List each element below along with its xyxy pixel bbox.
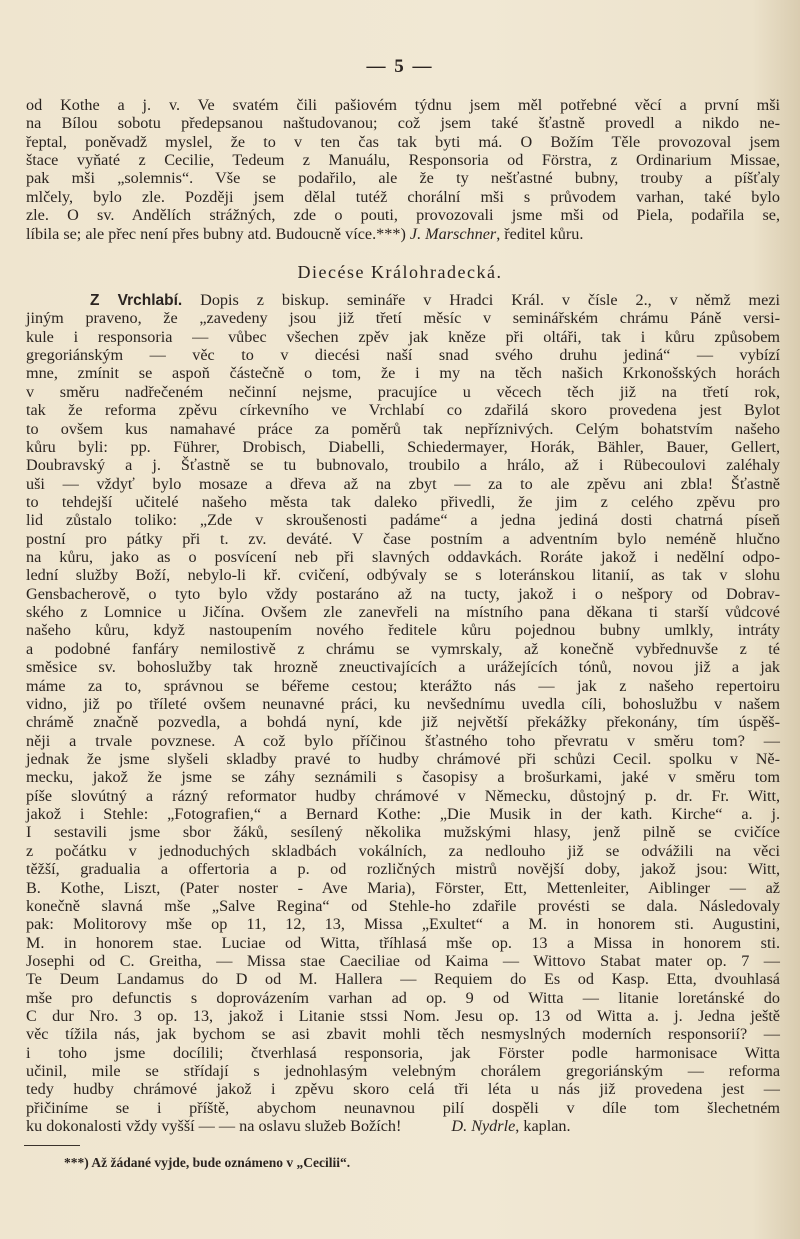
text-line: mecku, jakož že jsme se záhy seznámili s časopisy a brošurkami, jaké v směru tom [26, 768, 780, 787]
text-line: z počátku v jednoduchých skladbách vokálních, za nedlouho již se odvážili na věci [26, 841, 780, 860]
text: líbila se; ale přec není přes bubny atd. Budoucně více.***) [26, 224, 406, 243]
text-line: od Kothe a j. v. Ve svatém čili pašiovém týdnu jsem měl potřebné věcí a první mši [26, 96, 780, 114]
text-line: něji a trvale povznese. A což bylo příčinou šťastného toho převratu v směru tom? — [26, 731, 780, 750]
footnote-divider [24, 1145, 80, 1146]
text-line: pak mši „solemnis“. Vše se podařilo, ale že ty nešťastné bubny, trouby a píšťaly [26, 169, 780, 188]
text-line: B. Kothe, Liszt, (Pater noster - Ave Maria), Förster, Ett, Mettenleiter, Aiblinger — až [26, 878, 780, 897]
text-line: mše pro defunctis s doprovázením varhan ad op. 9 od Witta — litanie loretánské do [26, 988, 780, 1007]
text-line: máme za to, správnou se béřeme cestou; kterážto nás — jak z našeho repertoiru [26, 676, 780, 695]
text-line: gregoriánským — věc to v diecési naší snad svého druhu jediná“ — vybízí [26, 346, 780, 365]
text-line: přičiníme se i příště, abychom neunavnou pilí dospěli v díle tom šlechetném [26, 1098, 780, 1117]
footnote: ***) Až žádané vyjde, bude oznámeno v „Cecilii“. [64, 1155, 351, 1170]
text-line: v směru nadřečeném nečinní nejsme, pracujíce u věcech těch již na třetí rok, [26, 382, 780, 401]
text-line: Doubravský a j. Šťastně se tu bubnovalo, troubilo a hrálo, až i Rübecoulovi zaléhaly [26, 456, 780, 475]
text-line: na kůru, jako as o posvícení neb při slavných oddavkách. Roráte jakož i nedělní odpo- [26, 548, 780, 567]
text-line: kule i responsoria — vůbec všechen zpěv jak kněze při oltáři, tak i kůru způsobem [26, 327, 780, 346]
text-line: těžší, gradualia a offertoria a p. od rozličných mistrů novější doby, jakož jsou: Witt, [26, 860, 780, 879]
text-line: mne, zmínit se aspoň částečně o tom, že i my na těch našich Krkonošských horách [26, 364, 780, 383]
text-line: lední služby Boží, nebylo-li kř. cvičení, odbývaly se s loteránskou litanií, as tak v slohu [26, 566, 780, 585]
text-line: lid zůstalo toliko: „Zde v skroušenosti padáme“ a jedna jediná dosti chatrná píseň [26, 511, 780, 530]
page-number: — 5 — [366, 56, 434, 77]
text-line: to ovšem kus namahavé práce za poměrů tak nepříznivých. Celým bohatstvím našeho [26, 419, 780, 438]
text-line: i toho jsme docílili; čtverhlasá responsoria, jak Förster podle harmonisace Witta [26, 1043, 780, 1062]
text-line: píše slovútný a rázný reformator hudby chrámové v Německu, důstojný p. dr. Fr. Witt, [26, 786, 780, 805]
text-line: učinil, mile se střídají s jednohlasým velebným chorálem gregoriánským — reforma [26, 1062, 780, 1081]
text-line: chrámě značně pozvedla, a bohdá nyní, kde již největší překážky překonány, tím úspěš- [26, 713, 780, 732]
text-line: M. in honorem stae. Luciae od Witta, tříhlasá mše op. 13 a Missa in honorem sti. [26, 933, 780, 952]
text-line: tak že reforma zpěvu církevního ve Vrchlabí co zdařilá skoro provedena jest Bylot [26, 401, 780, 420]
text-line: zle. O sv. Andělích strážných, zde o pouti, provozovali jsme mši od Piela, podařila se, [26, 206, 780, 225]
text-line: Te Deum Landamus do D od M. Hallera — Requiem do Es od Kasp. Etta, dvouhlasá [26, 970, 780, 989]
section-1-report [26, 96, 780, 243]
text-line: na Bílou sobotu předepsanou naštudovanou; což jsem také šťastně provedl a nikdo ne- [26, 114, 780, 133]
text-line: štace vyňaté z Cecilie, Tedeum z Manuálu, Responsoria od Förstra, z Ordinarium Missae, [26, 151, 780, 170]
text-line [26, 1117, 780, 1135]
text-line: směsice sv. bohoslužby tak hrozně zneuctivajících a urážejících tónů, novou již a jak [26, 658, 780, 677]
text-line: řeptal, poněvadž myslel, že to v ten čas tak byti má. O Božím Těle provozoval jsem [26, 132, 780, 151]
author-name: J. Marschner [409, 224, 497, 243]
text-line: věc tížila nás, jak bychom se asi zbavit mohli těch nesmyslných moderních responsorií? — [26, 1025, 780, 1044]
text-line: mlčely, bylo zle. Později jsem dělal tutéž chorální mši s průvodem varhan, také bylo [26, 187, 780, 206]
text-line: jednak že jsme slyšeli skladby pravé to hudby chrámové při schůzi Cecil. spolku v Ně- [26, 749, 780, 768]
text-line: jakož i Stehle: „Fotografien,“ a Bernard Kothe: „Die Musik in der kath. Kirche“ a. j. [26, 805, 780, 824]
text-line: kůru byli: pp. Führer, Drobisch, Diabelli, Schiedermayer, Horák, Bähler, Bauer, Gellert, [26, 437, 780, 456]
text: Dopis z biskup. semináře v Hradci Král. v čísle 2., v němž mezi [182, 291, 780, 309]
text-line: I sestavili jsme sbor žáků, sesílený několika mužskými hlasy, jenž pilně se cvičíce [26, 823, 780, 842]
text-line: uši — vždyť bylo mosaze a dřeva až na zbyt — za to ale zpěvu ani zbla! Šťastně [26, 474, 780, 493]
text-line: to tehdejší učitelé našeho města tak daleko přivedli, že jim z celého zpěvu pro [26, 492, 780, 511]
text-line: jiným praveno, že „zavedeny jsou již třetí měsíc v seminářském chrámu Páně versi- [26, 309, 780, 328]
text-line: ského z Lomnice u Jičína. Ovšem zle zanevřeli na místního pana děkana ti starší vůdcové [26, 603, 780, 622]
text-line: Josephi od C. Greitha, — Missa stae Caeciliae od Kaima — Wittovo Stabat mater op. 7 — [26, 951, 780, 970]
text-line: tedy hudby chrámové jakož i zpěvu skoro celá tři léta u nás již provedena jest — [26, 1080, 780, 1099]
section-2-report [26, 291, 780, 1136]
author-name: D. Nydrle [451, 1117, 516, 1136]
text: ku dokonalosti vždy vyšší — — na oslavu služeb Božích! [26, 1117, 402, 1136]
text-line [26, 225, 780, 243]
author-role: , kaplan. [515, 1117, 571, 1136]
text-line: vidno, již po tříleté ovšem neunavné práci, ku nevšednímu uvedla cíli, bohoslužbu v našem [26, 694, 780, 713]
text-line: C dur Nro. 3 op. 13, jakož i Litanie stssi Nom. Jesu op. 13 od Witta a. j. Jedna ještě [26, 1007, 780, 1026]
text-line: postní pro pátky při t. zv. deváté. V čase postním a adventním bylo neméně hlučno [26, 529, 780, 548]
text-line: pak: Molitorovy mše op 11, 12, 13, Missa „Exultet“ a M. in honorem sti. Augustini, [26, 915, 780, 934]
text-line: a podobné fanfáry nemilostivě z chrámu se vymrskaly, až konečně vybřednuvše z té [26, 639, 780, 658]
section-heading: Diecése Králohradecká. [297, 262, 503, 282]
text-line [26, 291, 780, 309]
place-name: Z Vrchlabí. [90, 292, 183, 309]
text-line: našeho kůru, když nastoupením nového ředitele kůru pojednou bubny umlkly, intráty [26, 621, 780, 640]
author-role: , ředitel kůru. [496, 224, 584, 243]
text-line: Gensbacherově, o tyto bylo vždy postaráno až na tucty, jakož i o nešpory od Dobrav- [26, 584, 780, 603]
text-line: konečně slavná mše „Salve Regina“ od Stehle-ho zdařile provésti se dala. Následovaly [26, 896, 780, 915]
